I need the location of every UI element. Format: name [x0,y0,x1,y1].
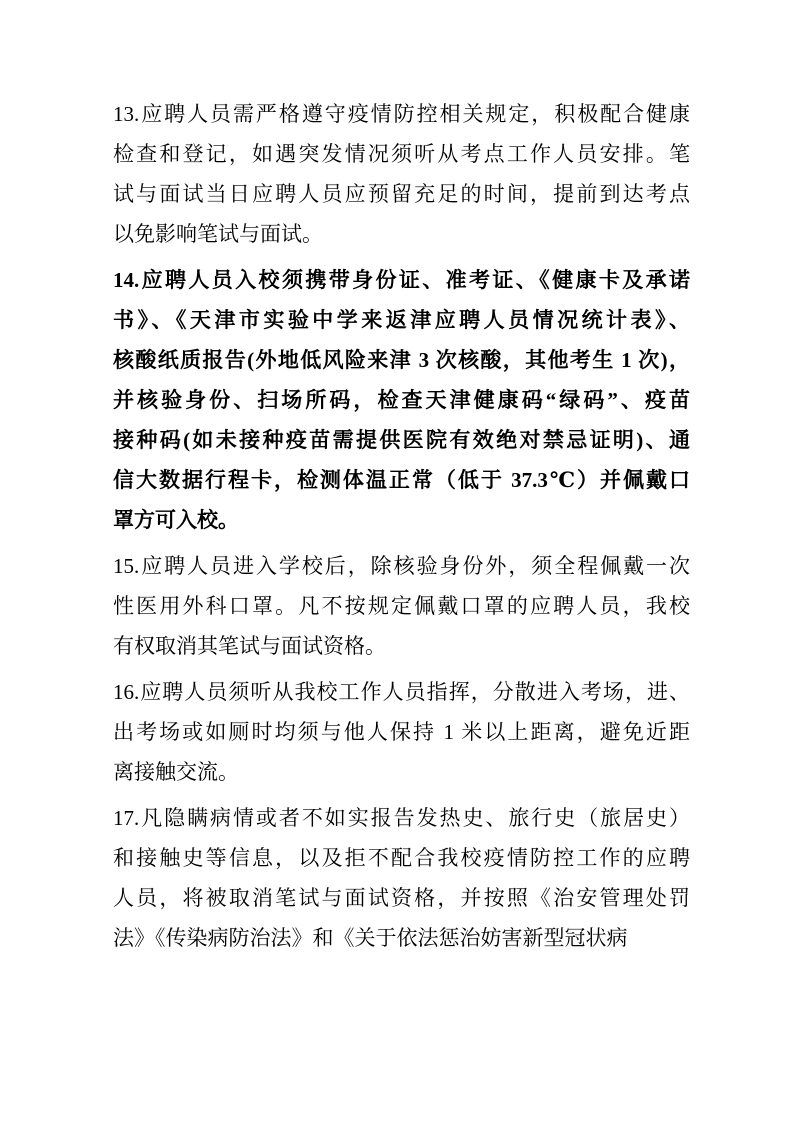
text-line: 性医用外科口罩。凡不按规定佩戴口罩的应聘人员，我校 [113,594,690,618]
text-line: 14.应聘人员入校须携带身份证、准考证、《健康卡及承诺 [113,268,690,292]
paragraph-13 [113,94,690,254]
text-line: 接种码(如未接种疫苗需提供医院有效绝对禁忌证明)、通 [113,428,690,452]
text-line: 核酸纸质报告(外地低风险来津 3 次核酸，其他考生 1 次)， [113,348,690,372]
text-line: 检查和登记，如遇突发情况须听从考点工作人员安排。笔 [113,142,690,166]
text-line: 有权取消其笔试与面试资格。 [113,634,386,658]
text-line: 13.应聘人员需严格遵守疫情防控相关规定，积极配合健康 [113,102,690,126]
text-line: 信大数据行程卡，检测体温正常（低于 37.3℃）并佩戴口 [113,468,690,492]
text-line: 并核验身份、扫场所码，检查天津健康码“绿码”、疫苗 [113,388,690,412]
text-line: 16.应聘人员须听从我校工作人员指挥，分散进入考场，进、 [113,680,690,704]
text-line: 法》《传染病防治法》和《关于依法惩治妨害新型冠状病 [113,926,628,950]
text-line: 书》、《天津市实验中学来返津应聘人员情况统计表》、 [113,308,690,332]
paragraph-17 [113,798,690,958]
text-line: 17.凡隐瞒病情或者不如实报告发热史、旅行史（旅居史） [113,806,690,830]
text-line: 罩方可入校。 [113,508,239,532]
document-body [113,94,690,964]
text-line: 和接触史等信息，以及拒不配合我校疫情防控工作的应聘 [113,846,690,870]
paragraph-15 [113,546,690,666]
text-line: 试与面试当日应聘人员应预留充足的时间，提前到达考点 [113,182,690,206]
text-line: 离接触交流。 [113,760,239,784]
paragraph-16 [113,672,690,792]
text-line: 出考场或如厕时均须与他人保持 1 米以上距离，避免近距 [113,720,690,744]
text-line: 以免影响笔试与面试。 [113,222,323,246]
text-line: 15.应聘人员进入学校后，除核验身份外，须全程佩戴一次 [113,554,690,578]
text-line: 人员，将被取消笔试与面试资格，并按照《治安管理处罚 [113,886,690,910]
paragraph-14 [113,260,690,540]
